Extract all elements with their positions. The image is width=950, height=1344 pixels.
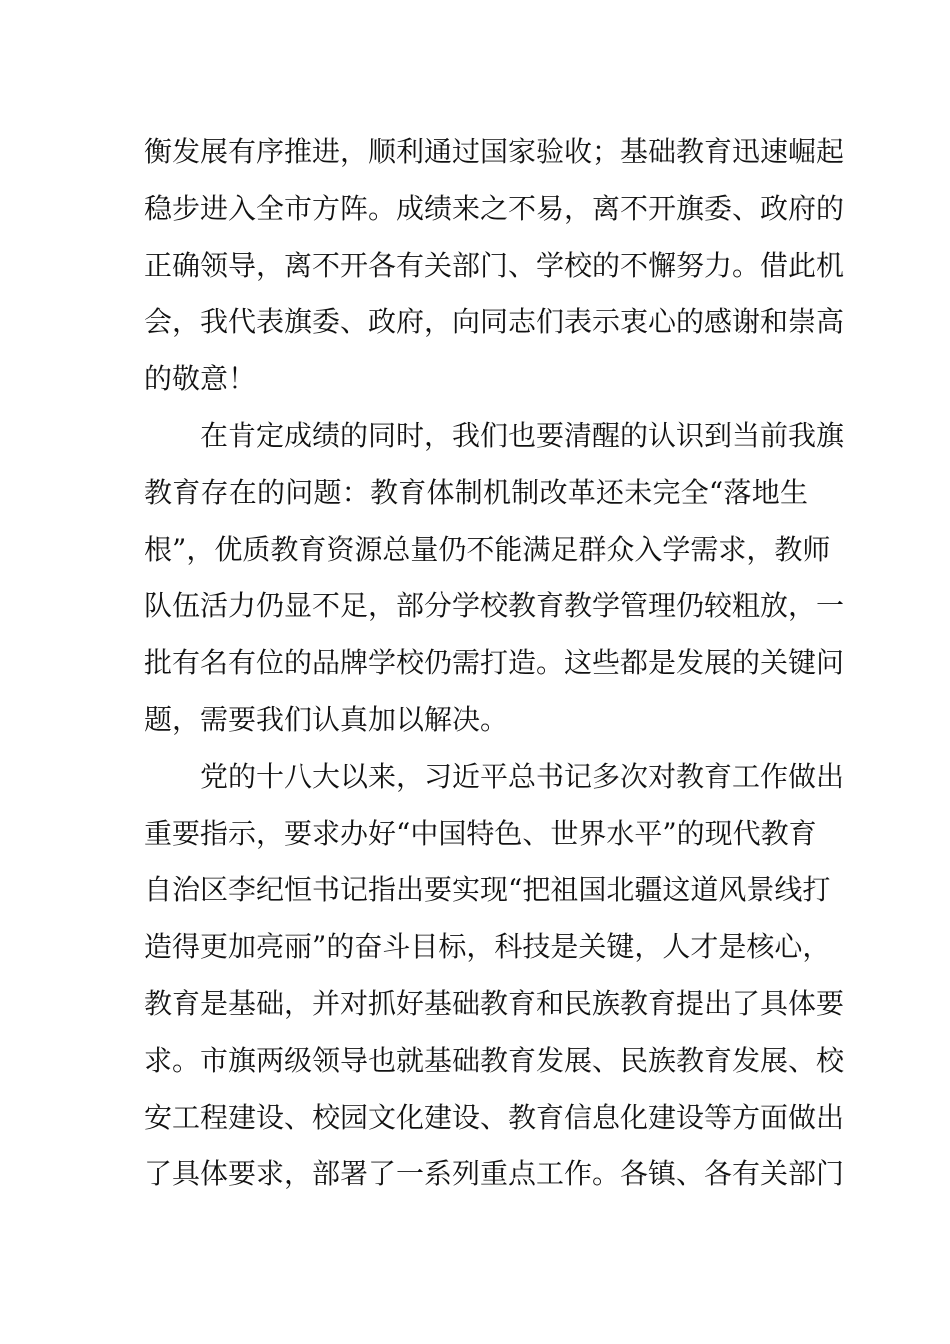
text-line: 教育是基础，并对抓好基础教育和民族教育提出了具体要 [144, 986, 845, 1020]
text-line: 重要指示，要求办好“中国特色、世界水平”的现代教育 [144, 816, 817, 850]
paragraph-2 [144, 408, 845, 749]
text-line: 安工程建设、校园文化建设、教育信息化建设等方面做出 [144, 1100, 845, 1134]
text-line: 求。市旗两级领导也就基础教育发展、民族教育发展、校 [144, 1043, 845, 1077]
paragraph-3 [144, 749, 845, 1203]
text-line: 稳步进入全市方阵。成绩来之不易，离不开旗委、政府的 [144, 191, 845, 225]
text-line: 党的十八大以来，习近平总书记多次对教育工作做出 [200, 759, 845, 793]
text-line: 题，需要我们认真加以解决。 [144, 702, 509, 736]
text-line: 了具体要求，部署了一系列重点工作。各镇、各有关部门 [144, 1157, 845, 1191]
text-line: 正确领导，离不开各有关部门、学校的不懈努力。借此机 [144, 248, 845, 282]
text-line: 会，我代表旗委、政府，向同志们表示衷心的感谢和崇高 [144, 305, 845, 339]
text-line: 队伍活力仍显不足，部分学校教育教学管理仍较粗放，一 [144, 589, 845, 623]
text-line: 衡发展有序推进，顺利通过国家验收；基础教育迅速崛起 [144, 135, 845, 168]
text-line: 教育存在的问题：教育体制机制改革还未完全“落地生 [144, 475, 808, 509]
paragraph-1 [144, 124, 845, 408]
text-line: 根”，优质教育资源总量仍不能满足群众入学需求，教师 [144, 532, 831, 566]
text-line: 的敬意！ [144, 362, 257, 396]
text-line: 批有名有位的品牌学校仍需打造。这些都是发展的关键问 [144, 646, 845, 680]
text-line: 造得更加亮丽”的奋斗目标，科技是关键，人才是核心， [144, 930, 831, 964]
text-line: 在肯定成绩的同时，我们也要清醒的认识到当前我旗 [200, 418, 845, 452]
document-body [144, 124, 845, 1203]
text-line: 自治区李纪恒书记指出要实现“把祖国北疆这道风景线打 [144, 873, 831, 907]
